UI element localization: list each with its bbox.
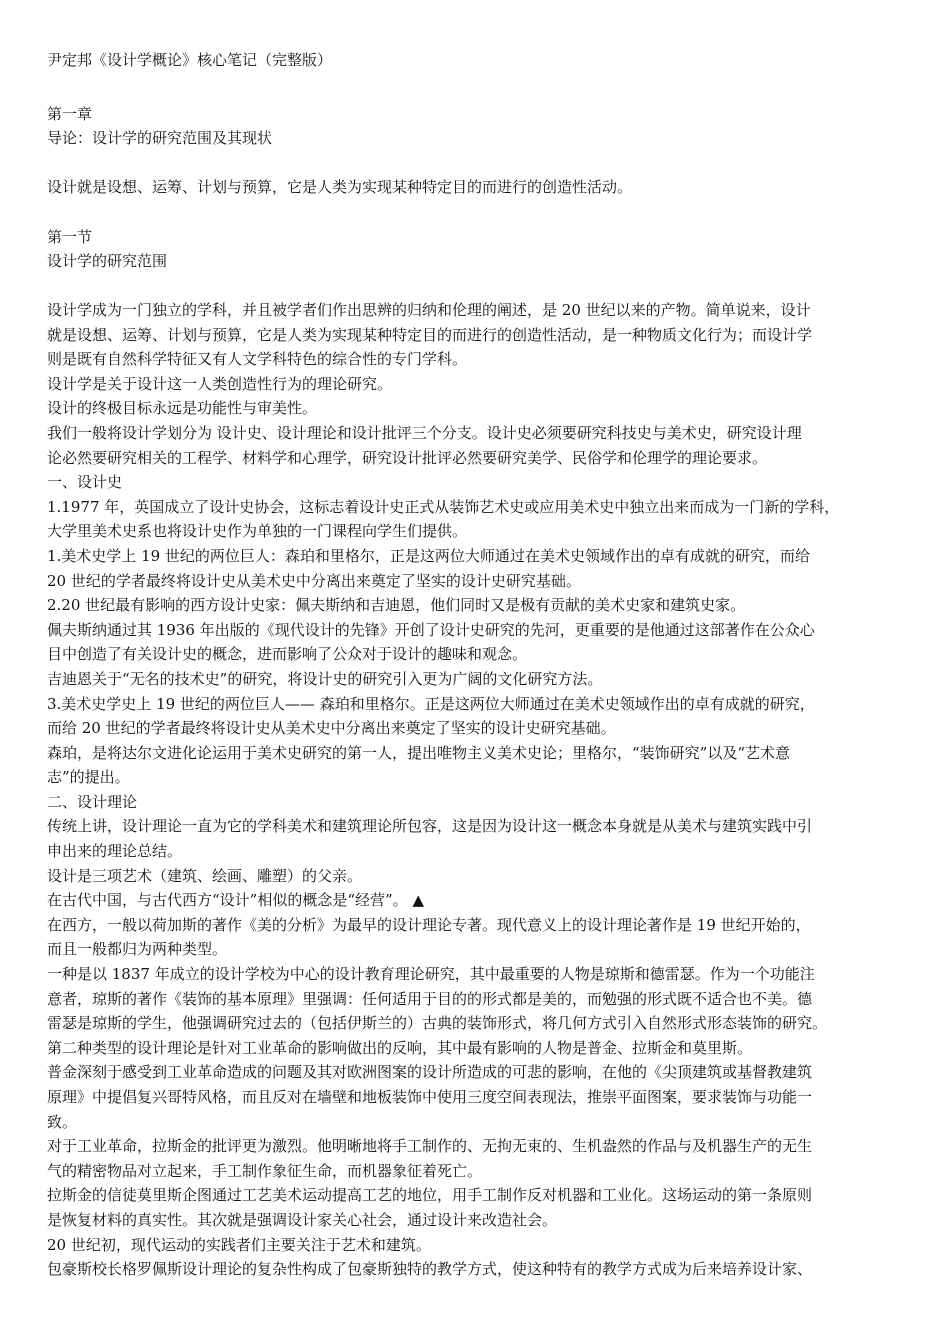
text-line: 设计学是关于设计这一人类创造性行为的理论研究。	[47, 374, 393, 393]
text-line: 3.美术史学史上 19 世纪的两位巨人—— 森珀和里格尔。正是这两位大师通过在美术史领域作出的卓有成就的研究，	[47, 694, 815, 713]
text-line: 致。	[47, 1112, 78, 1131]
text-line: 而且一般都归为两种类型。	[47, 940, 228, 959]
text-line: 20 世纪的学者最终将设计史从美术史中分离出来奠定了坚实的设计史研究基础。	[47, 571, 581, 590]
body-text	[47, 298, 839, 1282]
text-line: 是恢复材料的真实性。其次就是强调设计家关心社会，通过设计来改造社会。	[47, 1210, 558, 1229]
text-line: 对于工业革命，拉斯金的批评更为激烈。他明晰地将手工制作的、无拘无束的、生机盎然的作品与及机器生产的无生	[47, 1137, 813, 1156]
section-number: 第一节	[47, 228, 93, 246]
text-line: 原理》中提倡复兴哥特风格，而且反对在墙壁和地板装饰中使用三度空间表现法，推崇平面图案，要求装饰与功能一	[47, 1088, 813, 1106]
text-line: 在古代中国，与古代西方“设计”相似的概念是“经营”。 ▲	[47, 891, 424, 910]
text-line: 1.美术史学上 19 世纪的两位巨人：森珀和里格尔，正是这两位大师通过在美术史领域作出的卓有成就的研究，而给	[47, 546, 810, 565]
design-definition: 设计就是设想、运筹、计划与预算，它是人类为实现某种特定目的而进行的创造性活动。	[47, 178, 633, 196]
text-line: 目中创造了有关设计史的概念，进而影响了公众对于设计的趣味和观念。	[47, 645, 528, 664]
text-line: 论必然要研究相关的工程学、材料学和心理学，研究设计批评必然要研究美学、民俗学和伦理学的理论要求。	[47, 448, 768, 467]
chapter-number: 第一章	[47, 105, 93, 123]
text-line: 传统上讲，设计理论一直为它的学科美术和建筑理论所包容，这是因为设计这一概念本身就是从美术与建筑实践中引	[47, 817, 813, 836]
text-line: 一种是以 1837 年成立的设计学校为中心的设计教育理论研究，其中最重要的人物是琼斯和德雷瑟。作为一个功能注	[47, 965, 815, 984]
text-line: 设计是三项艺术（建筑、绘画、雕塑）的父亲。	[47, 866, 363, 885]
text-line: 包豪斯校长格罗佩斯设计理论的复杂性构成了包豪斯独特的教学方式，使这种特有的教学方式成为后来培养设计家、	[47, 1260, 813, 1279]
text-line: 气的精密物品对立起来，手工制作象征生命，而机器象征着死亡。	[47, 1161, 483, 1180]
heading-design-theory: 二、设计理论	[47, 792, 138, 811]
text-line: 雷瑟是琼斯的学生，他强调研究过去的（包括伊斯兰的）古典的装饰形式，将几何方式引入自然形式形态装饰的研究。	[47, 1014, 828, 1033]
text-line: 志”的提出。	[47, 768, 130, 787]
heading-design-history: 一、设计史	[47, 473, 123, 492]
text-line: 设计学成为一门独立的学科，并且被学者们作出思辨的归纳和伦理的阐述，是 20 世纪以来的产物。简单说来，设计	[47, 301, 811, 319]
text-line: 我们一般将设计学划分为 设计史、设计理论和设计批评三个分支。设计史必须要研究科技史与美术史，研究设计理	[47, 423, 802, 442]
text-line: 意者，琼斯的著作《装饰的基本原理》里强调：任何适用于目的的形式都是美的，而勉强的形式既不适合也不美。德	[47, 989, 813, 1008]
text-line: 拉斯金的信徒莫里斯企图通过工艺美术运动提高工艺的地位，用手工制作反对机器和工业化。这场运动的第一条原则	[47, 1186, 813, 1205]
text-line: 大学里美术史系也将设计史作为单独的一门课程向学生们提供。	[47, 522, 468, 541]
text-line: 吉迪恩关于“无名的技术史”的研究，将设计史的研究引入更为广阔的文化研究方法。	[47, 669, 603, 688]
text-line: 就是设想、运筹、计划与预算，它是人类为实现某种特定目的而进行的创造性活动，是一种物质文化行为；而设计学	[47, 325, 813, 344]
chapter-title: 导论：设计学的研究范围及其现状	[47, 129, 273, 147]
text-line: 第二种类型的设计理论是针对工业革命的影响做出的反响，其中最有影响的人物是普金、拉斯金和莫里斯。	[47, 1038, 753, 1057]
document-title: 尹定邦《设计学概论》核心笔记（完整版）	[47, 51, 333, 69]
text-line: 则是既有自然科学特征又有人文学科特色的综合性的专门学科。	[47, 350, 468, 369]
text-line: 佩夫斯纳通过其 1936 年出版的《现代设计的先锋》开创了设计史研究的先河，更重要的是他通过这部著作在公众心	[47, 620, 815, 639]
section-title: 设计学的研究范围	[47, 252, 168, 270]
text-line: 2.20 世纪最有影响的西方设计史家：佩夫斯纳和吉迪恩，他们同时又是极有贡献的美术史家和建筑史家。	[47, 596, 746, 615]
text-line: 而给 20 世纪的学者最终将设计史从美术史中分离出来奠定了坚实的设计史研究基础。	[47, 719, 616, 738]
text-line: 20 世纪初，现代运动的实践者们主要关注于艺术和建筑。	[47, 1235, 431, 1254]
text-line: 1.1977 年，英国成立了设计史协会，这标志着设计史正式从装饰艺术史或应用美术史中独立出来而成为一门新的学科，	[47, 497, 840, 516]
text-line: 普金深刻于感受到工业革命造成的问题及其对欧洲图案的设计所造成的可悲的影响，在他的《尖顶建筑或基督教建筑	[47, 1063, 813, 1082]
text-line: 设计的终极目标永远是功能性与审美性。	[47, 399, 318, 418]
text-line: 森珀，是将达尔文进化论运用于美术史研究的第一人，提出唯物主义美术史论；里格尔，“装饰研究”以及“艺术意	[47, 743, 791, 762]
text-line: 在西方，一般以荷加斯的著作《美的分析》为最早的设计理论专著。现代意义上的设计理论著作是 19 世纪开始的，	[47, 915, 811, 934]
text-line: 申出来的理论总结。	[47, 842, 183, 861]
